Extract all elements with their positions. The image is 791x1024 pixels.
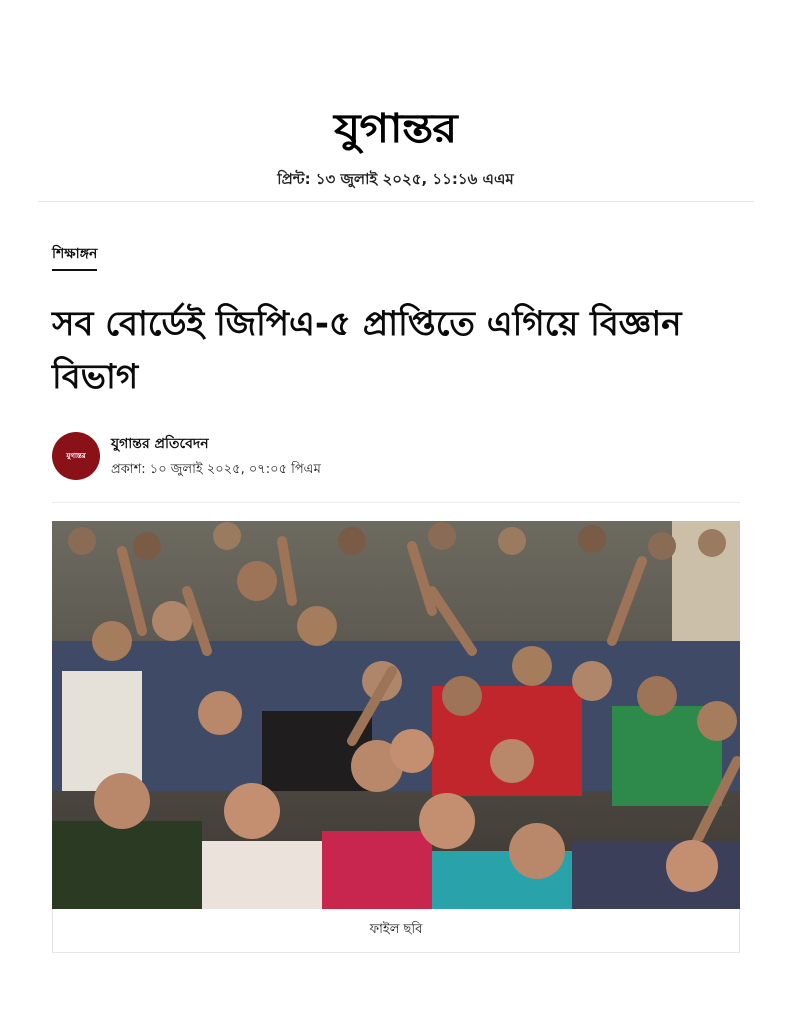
logo-wrapper[interactable] bbox=[0, 104, 791, 154]
category-link[interactable]: শিক্ষাঙ্গন bbox=[52, 242, 97, 271]
print-timestamp: প্রিন্ট: ১৩ জুলাই ২০২৫, ১১:১৬ এএম bbox=[277, 170, 514, 188]
article-headline: সব বোর্ডেই জিপিএ-৫ প্রাপ্তিতে এগিয়ে বিজ্ঞান বিভাগ bbox=[52, 304, 682, 397]
article-photo bbox=[52, 521, 740, 909]
caption-text: ফাইল ছবি bbox=[369, 922, 423, 937]
image-caption bbox=[52, 909, 740, 953]
published-date: প্রকাশ: ১০ জুলাই ২০২৫, ০৭:০৫ পিএম bbox=[111, 462, 321, 477]
author-avatar[interactable] bbox=[52, 432, 100, 480]
byline-divider bbox=[52, 502, 740, 503]
avatar-logo-text: যুগান্তর bbox=[66, 452, 86, 460]
author-name[interactable]: যুগান্তর প্রতিবেদন bbox=[111, 436, 209, 452]
header-divider bbox=[38, 201, 754, 202]
newspaper-logo[interactable]: যুগান্তর bbox=[334, 105, 457, 152]
